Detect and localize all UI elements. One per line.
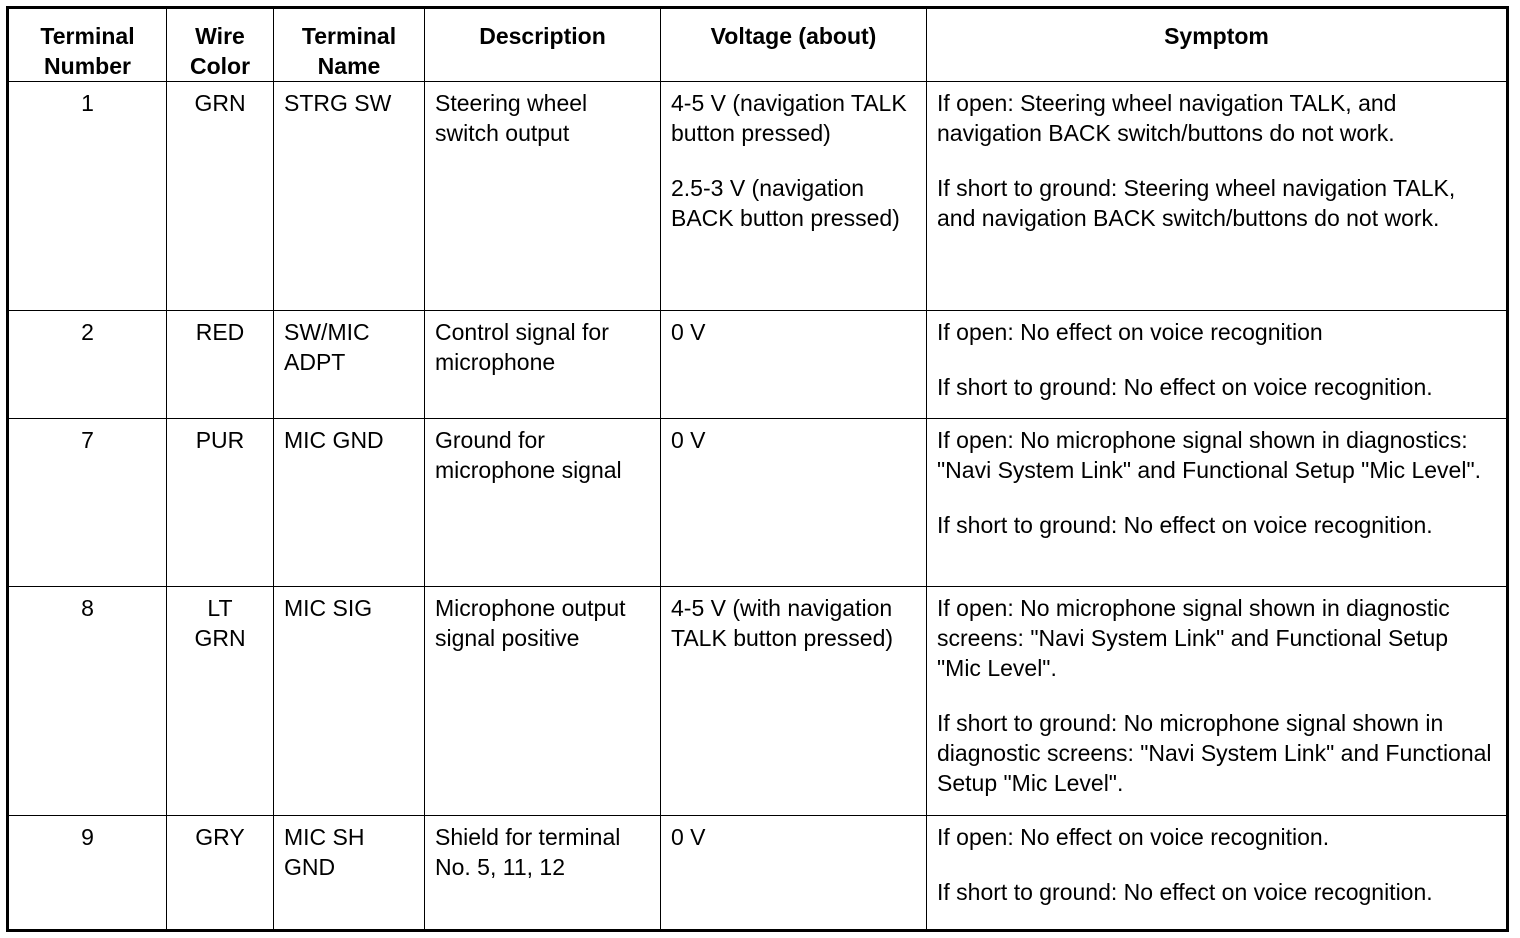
voltage-text: 0 V (671, 427, 706, 453)
description-cell: Microphone output signal positive (425, 587, 661, 816)
wire-color-line: LT (207, 595, 233, 621)
symptom-text: If open: No effect on voice recognition (937, 319, 1323, 345)
header-row (8, 8, 1508, 82)
header-terminal-number (8, 8, 167, 82)
header-line: Symptom (1164, 23, 1269, 49)
wire-color-cell (167, 82, 274, 311)
voltage-cell (661, 311, 927, 419)
terminal-name-cell: STRG SW (274, 82, 425, 311)
symptom-text: If open: No microphone signal shown in diagnostics: "Navi System Link" and Functional Setup "Mic Level". (937, 427, 1482, 483)
wire-color-cell (167, 311, 274, 419)
table-row (8, 311, 1508, 419)
voltage-cell (661, 419, 927, 587)
description-cell: Shield for terminal No. 5, 11, 12 (425, 816, 661, 931)
terminal-table (6, 6, 1509, 932)
header-voltage (661, 8, 927, 82)
terminal-name-cell: SW/MIC ADPT (274, 311, 425, 419)
symptom-text: If short to ground: No effect on voice recognition. (937, 879, 1433, 905)
symptom-text: If short to ground: Steering wheel navigation TALK, and navigation BACK switch/buttons do not work. (937, 175, 1456, 231)
voltage-text: 4-5 V (navigation TALK button pressed) (671, 90, 907, 146)
terminal-number-cell: 2 (8, 311, 167, 419)
symptom-cell (927, 82, 1508, 311)
table-row (8, 816, 1508, 931)
wire-color-line: GRY (195, 824, 245, 850)
symptom-text: If open: Steering wheel navigation TALK, and navigation BACK switch/buttons do not work. (937, 90, 1397, 146)
wire-color-line: GRN (194, 90, 246, 116)
voltage-cell (661, 587, 927, 816)
header-line: Description (479, 23, 606, 49)
wire-color-line: RED (195, 319, 245, 345)
wire-color-cell (167, 587, 274, 816)
wire-color-cell (167, 419, 274, 587)
symptom-cell (927, 419, 1508, 587)
header-line: Terminal (40, 23, 135, 49)
table-row (8, 419, 1508, 587)
table-row (8, 587, 1508, 816)
symptom-text: If short to ground: No effect on voice recognition. (937, 374, 1433, 400)
terminal-number-cell: 7 (8, 419, 167, 587)
terminal-name-cell: MIC GND (274, 419, 425, 587)
wire-color-cell (167, 816, 274, 931)
voltage-cell (661, 82, 927, 311)
terminal-number-cell: 1 (8, 82, 167, 311)
voltage-text: 4-5 V (with navigation TALK button pressed) (671, 595, 894, 651)
voltage-text: 0 V (671, 319, 706, 345)
terminal-name-cell: MIC SIG (274, 587, 425, 816)
header-line: Number (44, 53, 131, 79)
header-symptom (927, 8, 1508, 82)
terminal-number-cell: 9 (8, 816, 167, 931)
header-description (425, 8, 661, 82)
symptom-text: If short to ground: No effect on voice recognition. (937, 512, 1433, 538)
table-row (8, 82, 1508, 311)
header-line: Name (317, 53, 381, 79)
symptom-cell (927, 311, 1508, 419)
header-line: Wire (195, 23, 245, 49)
voltage-text: 0 V (671, 824, 706, 850)
description-cell: Steering wheel switch output (425, 82, 661, 311)
terminal-number-cell: 8 (8, 587, 167, 816)
description-cell: Control signal for microphone (425, 311, 661, 419)
header-line: Color (189, 53, 251, 79)
description-cell: Ground for microphone signal (425, 419, 661, 587)
header-line: Terminal (301, 23, 397, 49)
wire-color-line: GRN (194, 625, 246, 651)
symptom-text: If open: No effect on voice recognition. (937, 824, 1330, 850)
voltage-text: 2.5-3 V (navigation BACK button pressed) (671, 175, 900, 231)
voltage-cell (661, 816, 927, 931)
terminal-name-cell: MIC SH GND (274, 816, 425, 931)
header-line: Voltage (about) (710, 23, 877, 49)
wire-color-line: PUR (195, 427, 245, 453)
symptom-text: If open: No microphone signal shown in diagnostic screens: "Navi System Link" and Functional Setup "Mic Level". (937, 595, 1450, 681)
symptom-cell (927, 816, 1508, 931)
header-terminal-name (274, 8, 425, 82)
symptom-text: If short to ground: No microphone signal shown in diagnostic screens: "Navi System Link" and Functional Setup "Mic Level". (937, 710, 1492, 796)
header-wire-color (167, 8, 274, 82)
symptom-cell (927, 587, 1508, 816)
